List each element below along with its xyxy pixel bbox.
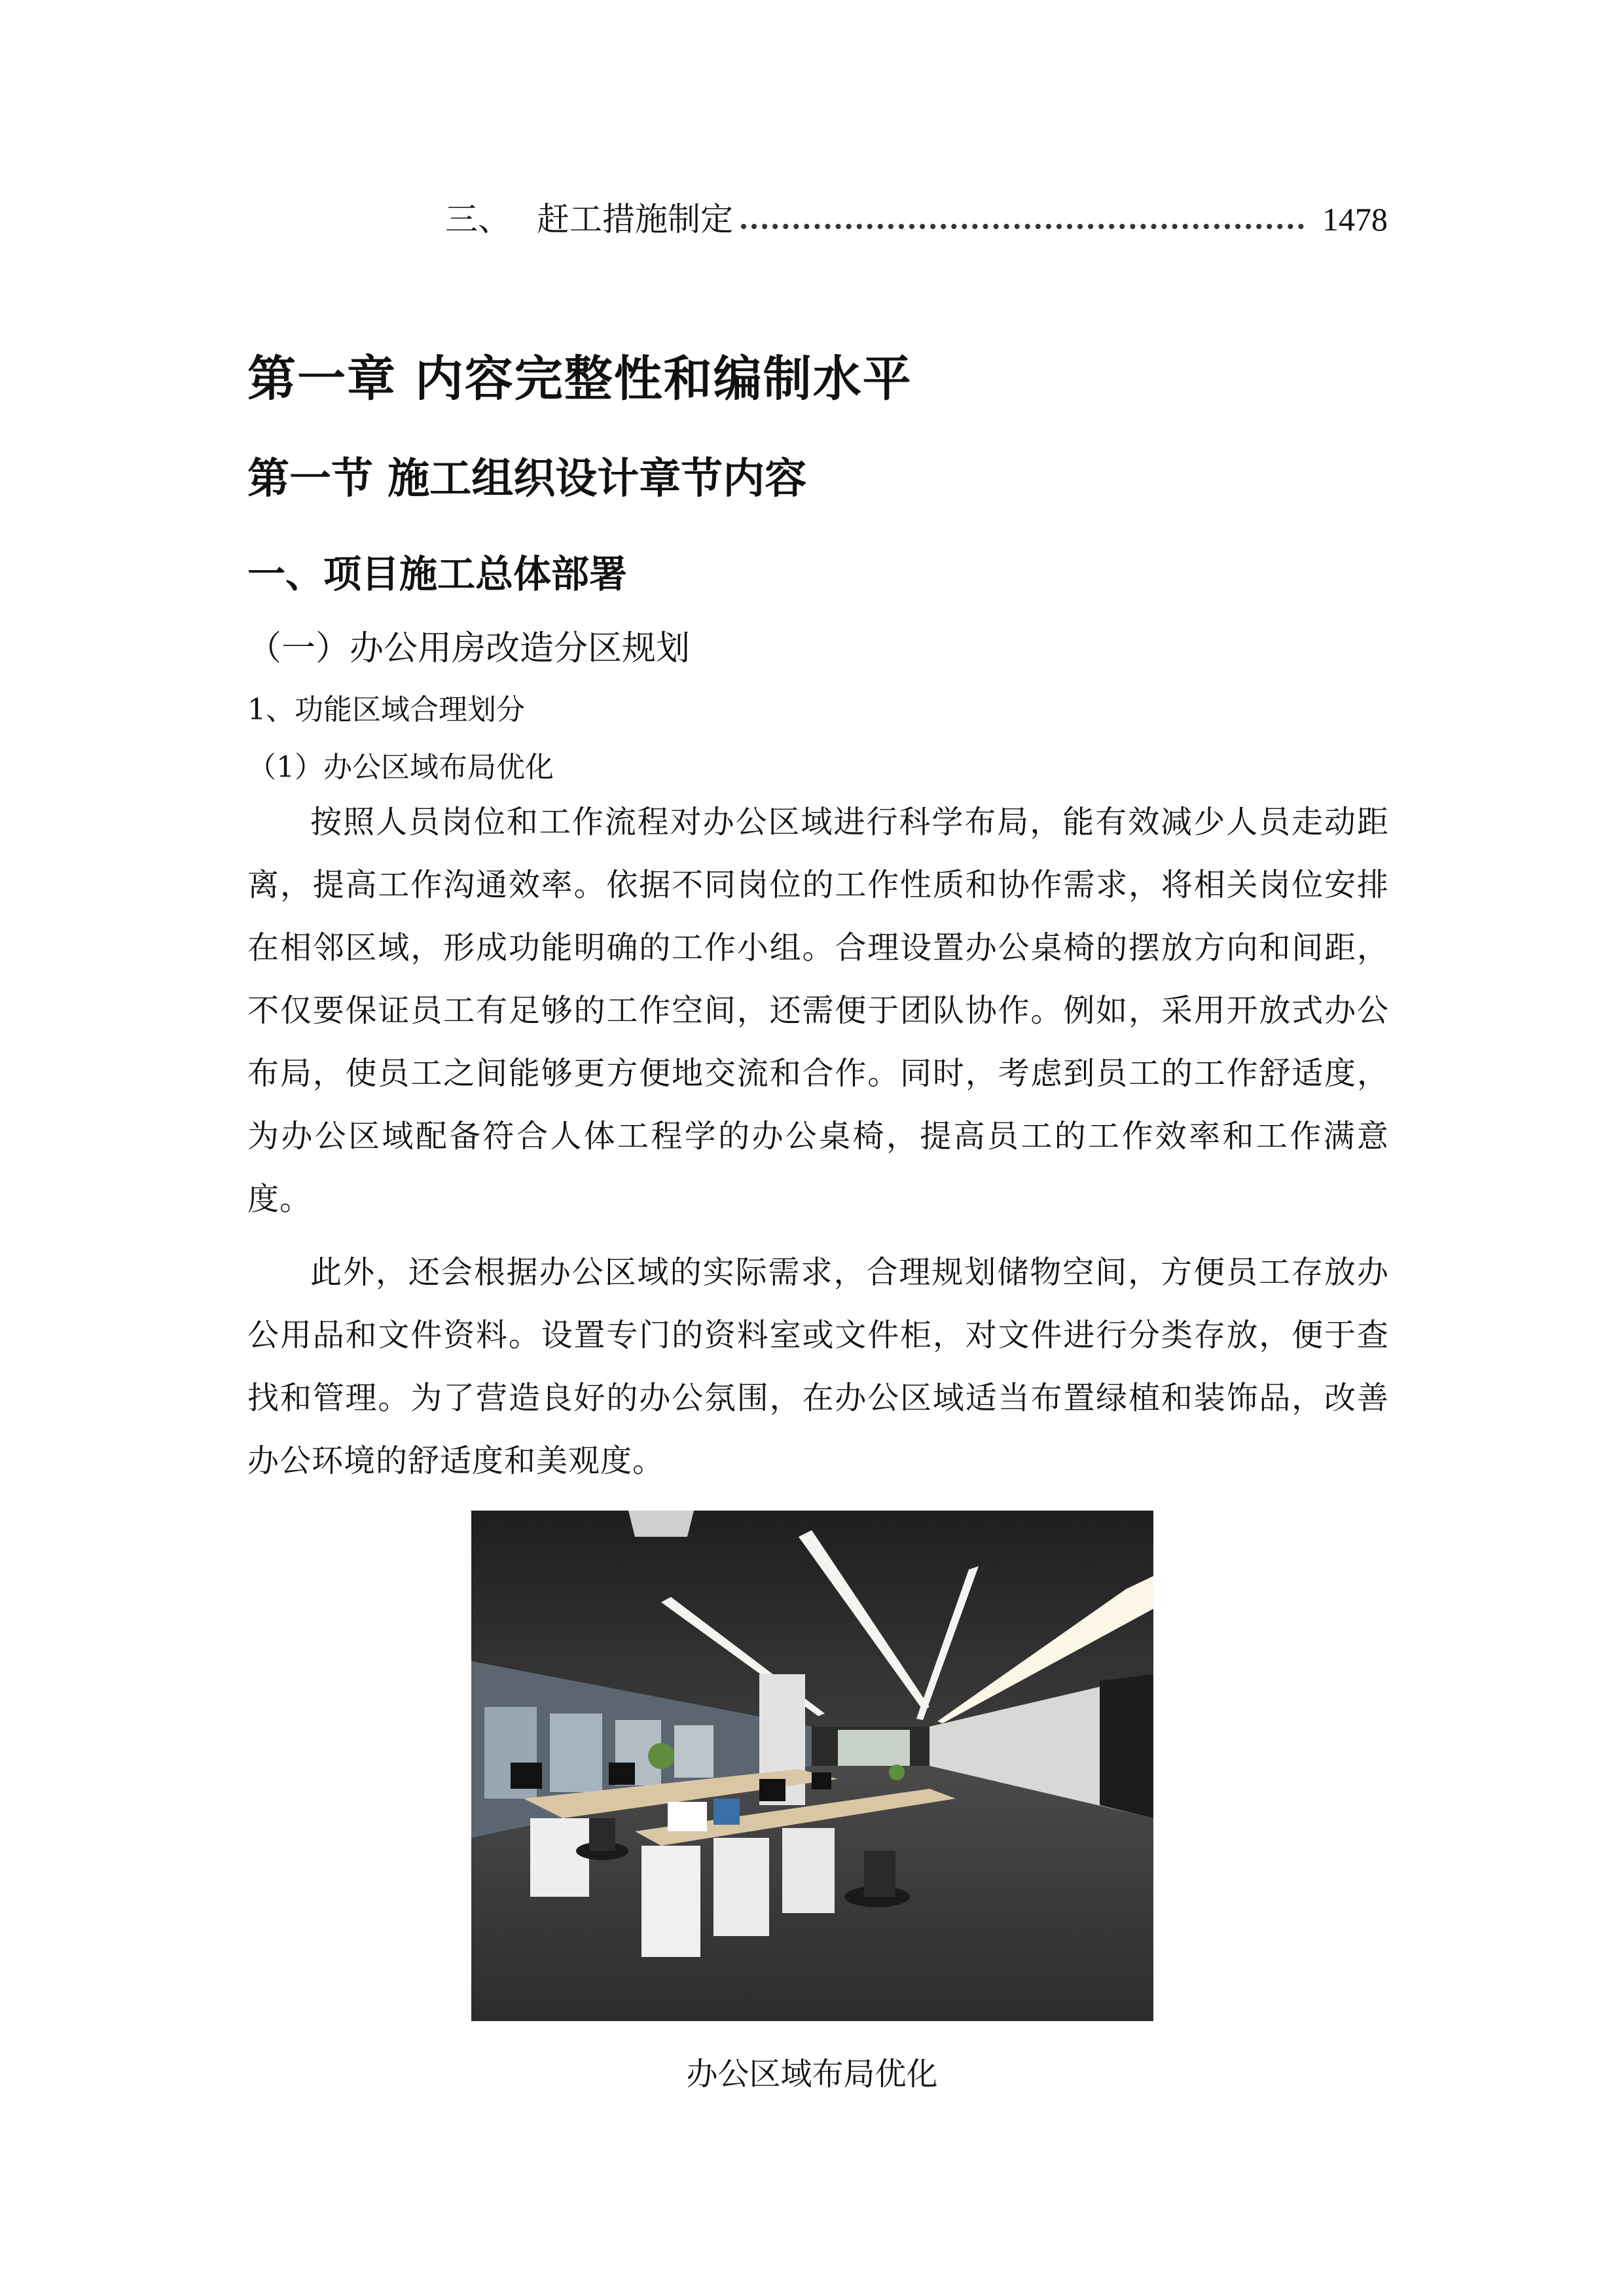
toc-leader-dots xyxy=(741,224,1304,229)
toc-title: 赶工措施制定 xyxy=(537,200,733,238)
chapter-title: 第一章 内容完整性和编制水平 xyxy=(247,351,912,407)
heading-level-1: 一、项目施工总体部署 xyxy=(247,552,628,596)
heading-level-4: （1）办公区域布局优化 xyxy=(247,751,554,784)
office-interior-illustration xyxy=(471,1511,1153,2021)
heading-level-2: （一）办公用房改造分区规划 xyxy=(247,629,691,668)
heading-level-3: 1、功能区域合理划分 xyxy=(247,693,525,726)
toc-entry[interactable] xyxy=(445,196,1388,242)
toc-number: 三、 xyxy=(445,200,511,238)
section-title: 第一节 施工组织设计章节内容 xyxy=(247,455,807,503)
body-paragraph: 按照人员岗位和工作流程对办公区域进行科学布局，能有效减少人员走动距离，提高工作沟通效率。依据不同岗位的工作性质和协作需求，将相关岗位安排在相邻区域，形成功能明确的工作小组。合理设置办公桌椅的摆放方向和间距，不仅要保证员工有足够的工作空间，还需便于团队协作。例如，采用开放式办公布局，使员工之间能够更方便地交流和合作。同时，考虑到员工的工作舒适度，为办公区域配备符合人体工程学的办公桌椅，提高员工的工作效率和工作满意度。 xyxy=(247,804,1389,1217)
body-paragraph: 此外，还会根据办公区域的实际需求，合理规划储物空间，方便员工存放办公用品和文件资料。设置专门的资料室或文件柜，对文件进行分类存放，便于查找和管理。为了营造良好的办公氛围，在办公区域适当布置绿植和装饰品，改善办公环境的舒适度和美观度。 xyxy=(247,1254,1389,1479)
office-photo xyxy=(471,1511,1153,2021)
toc-page-number: 1478 xyxy=(1322,201,1388,238)
figure-caption: 办公区域布局优化 xyxy=(686,2056,938,2092)
